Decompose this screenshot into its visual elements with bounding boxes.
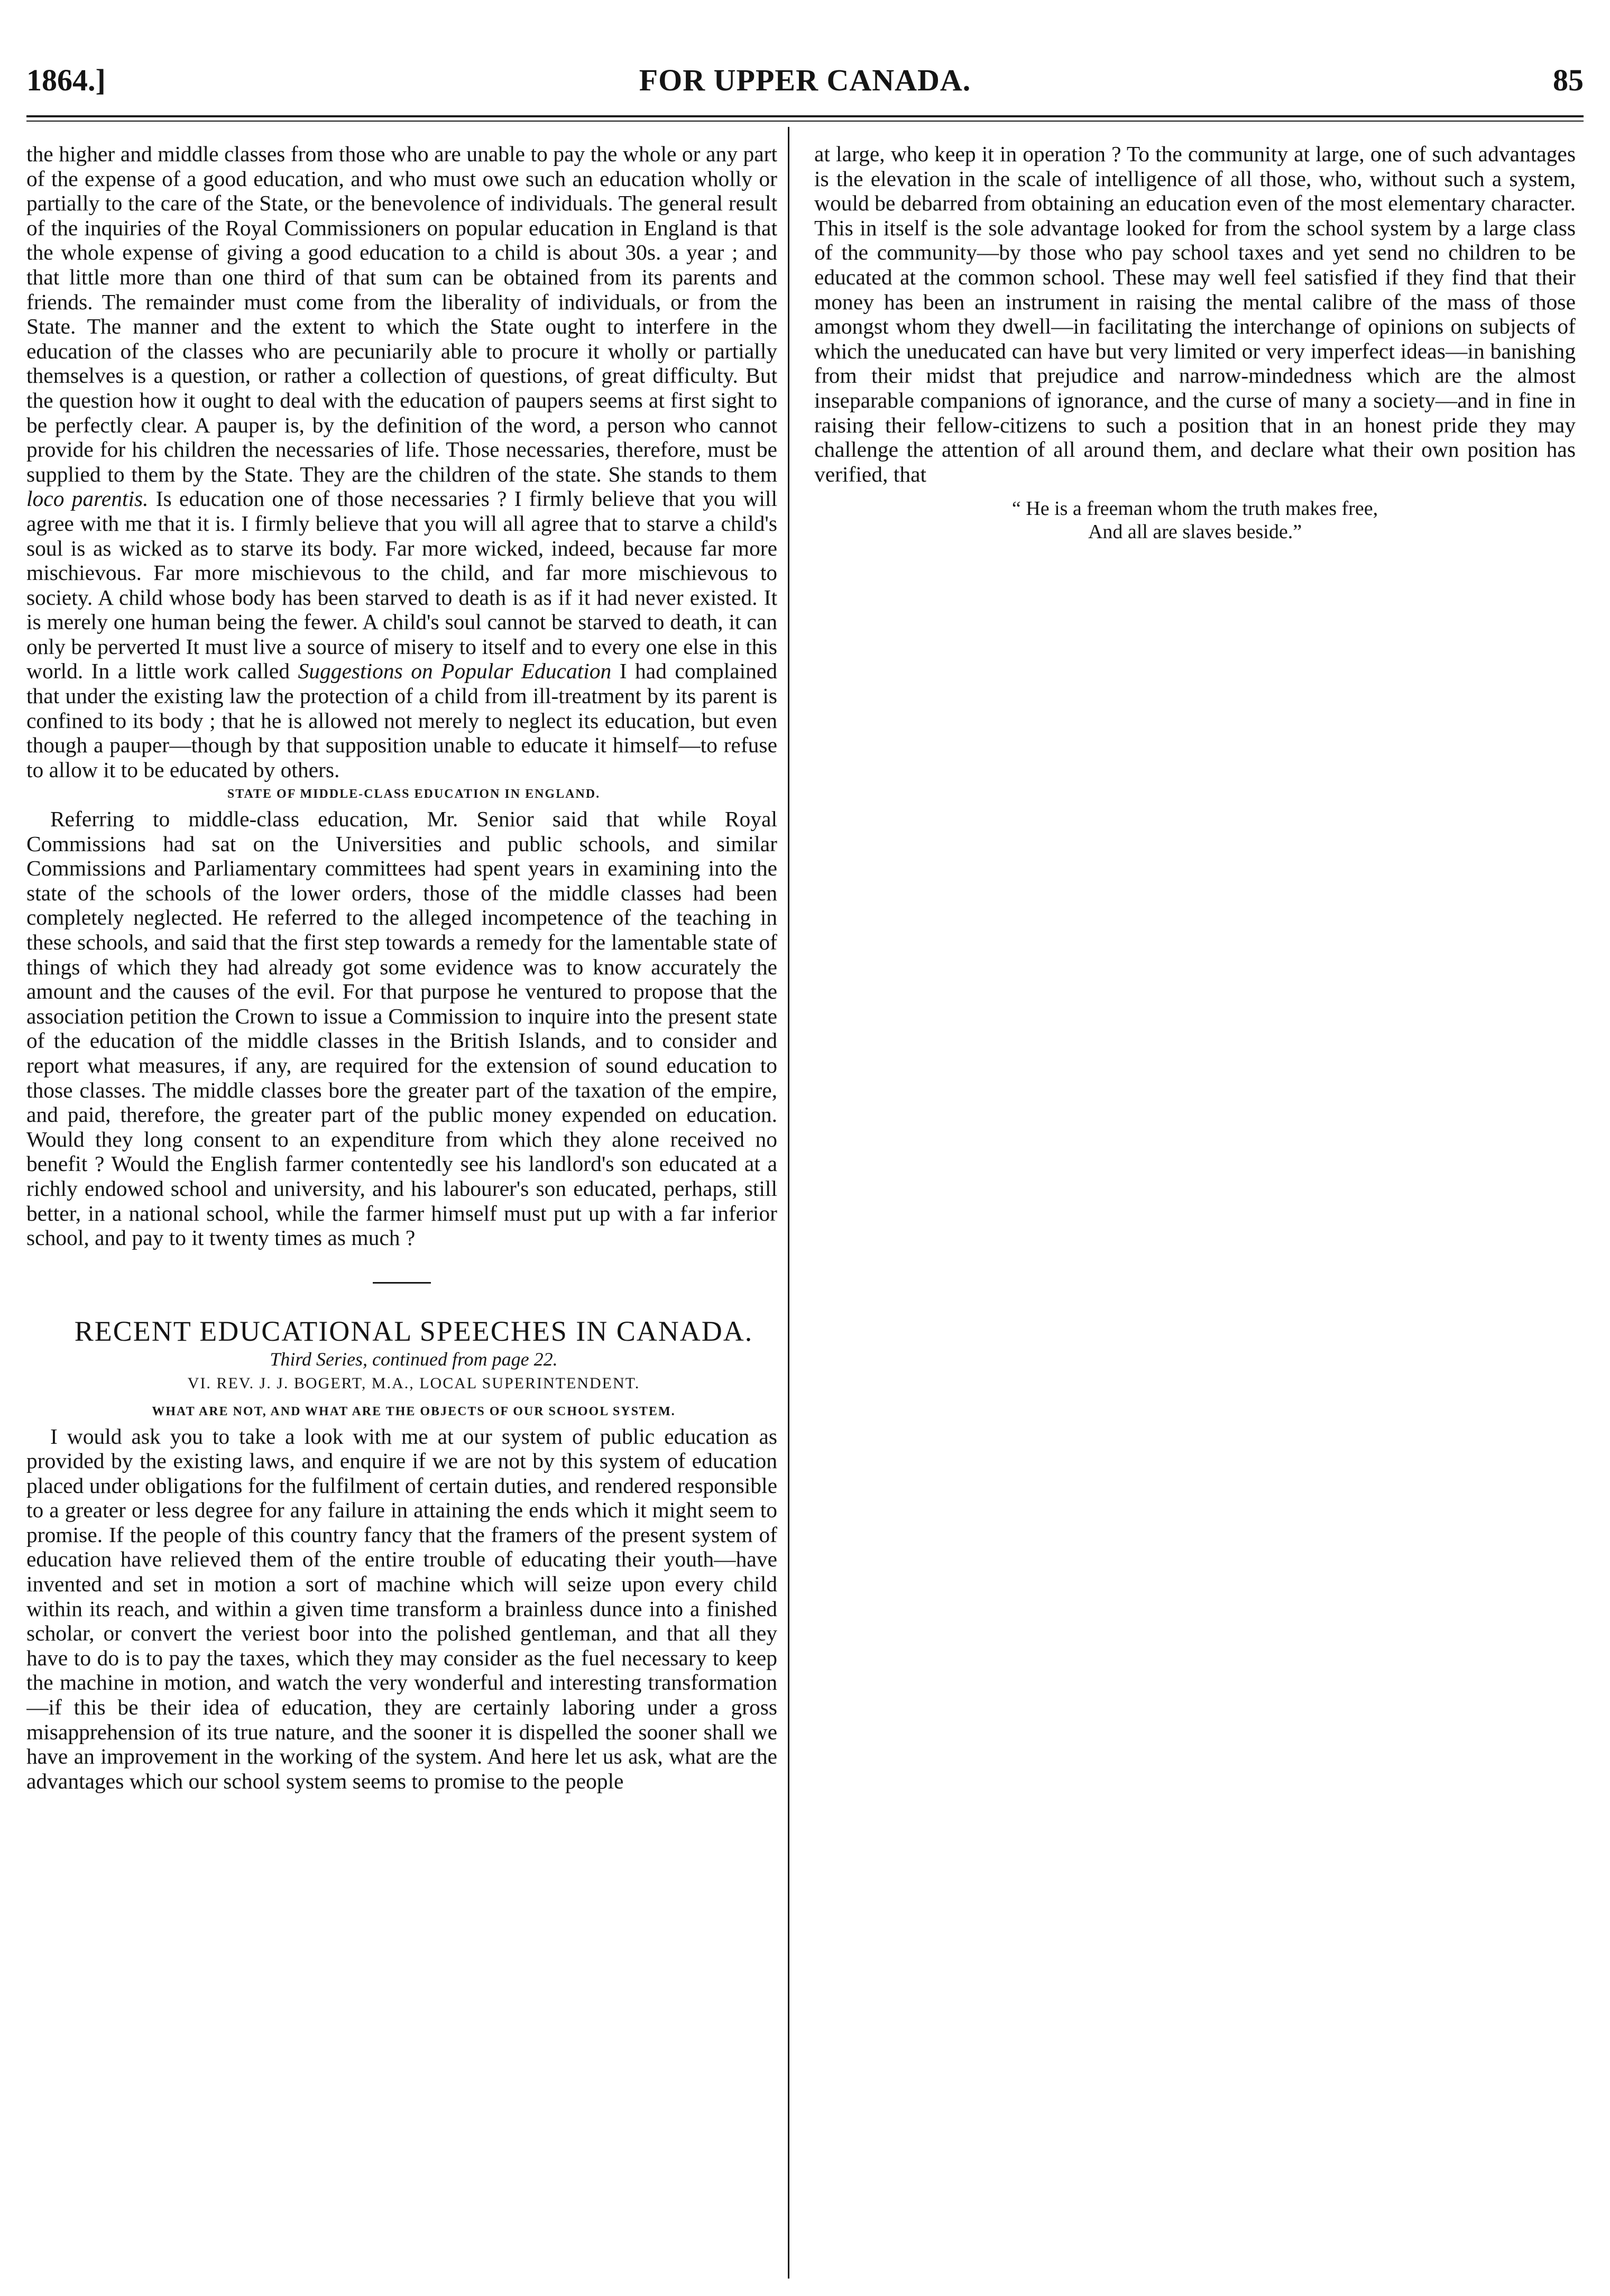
verse-quote [814, 497, 1576, 543]
speaker-heading: VI. REV. J. J. BOGERT, M.A., LOCAL SUPERINTENDENT. [187, 1375, 640, 1393]
paragraph-text: Is education one of those necessaries ? I firmly believe that you will agree with me that it is. I firmly believe that you will all agree that to starve a child's soul is as wicked as to starve its body. Far more wicked, indeed, because far more mischievous. Far more mischievous to the child, and far more mischievous to society. A child whose body has been starved to death is as if it had never existed. It is merely one human being the fewer. A child's soul cannot be starved to death, it can only be perverted It must live a source of misery to itself and to every one else in this world. In a little work called [26, 486, 777, 684]
page-number: 85 [1553, 63, 1584, 97]
left-column [26, 142, 777, 2283]
header-rule-thin [26, 121, 1584, 122]
header-rule [26, 115, 1584, 117]
header-title: FOR UPPER CANADA. [639, 63, 971, 97]
body-paragraph: Referring to middle-class education, Mr. Senior said that while Royal Commissions had sat on the Universities and public schools, and similar Commissions and Parliamentary committees had spent years in examining into the state of the schools of the lower orders, those of the middle classes had been completely neglected. He referred to the alleged incompetence of the teaching in these schools, and said that the first step towards a remedy for the lamentable state of things of which they had already got some evidence was to know accurately the amount and the causes of the evil. For that purpose he ventured to propose that the association petition the Crown to issue a Commission to inquire into the present state of the education of the middle classes in the British Islands, and to consider and report what measures, if any, are required for the extension of sound education to those classes. The middle classes bore the greater part of the taxation of the empire, and paid, therefore, the greater part of the public money expended on education. Would they long consent to an expenditure from which they alone received no benefit ? Would the English farmer contentedly see his landlord's son educated at a richly endowed school and university, and his labourer's son educated, perhaps, still better, in a national school, while the farmer himself must put up with a far inferior school, and pay to it twenty times as much ? [26, 807, 777, 1250]
section-title: RECENT EDUCATIONAL SPEECHES IN CANADA. [74, 1315, 753, 1347]
body-paragraph: at large, who keep it in operation ? To the community at large, one of such advantages is the elevation in the scale of intelligence of all those, who, without such a system, would be debarred from obtaining an education even of the most elementary character. This in itself is the sole advantage looked for from the school system by a large class of the community—by those who pay school taxes and yet send no children to be educated at the common school. These may well feel satisfied if they find that their money has been an instrument in raising the mental calibre of the mass of those amongst whom they dwell—in facilitating the interchange of opinions on subjects of which the uneducated can have but very limited or very imperfect ideas—in banishing from their midst that prejudice and narrow-mindedness which are the almost inseparable companions of ignorance, and the curse of many a society—and in fine in raising their fellow-citizens to such a position that in an honest pride they may challenge the attention of all around them, and declare what their own position has verified, that [814, 142, 1576, 486]
subheading-middle-class: STATE OF MIDDLE-CLASS EDUCATION IN ENGLAND. [227, 787, 601, 801]
book-title: Suggestions on Popular Education [298, 659, 612, 684]
latin-phrase: loco parentis. [26, 486, 149, 511]
header-year: 1864.] [26, 63, 106, 97]
body-paragraph: I would ask you to take a look with me at our system of public education as provided by the existing laws, and enquire if we are not by this system of education placed under obligations for the fulfilment of certain duties, and rendered responsible to a greater or less degree for any failure in attaining the ends which it might seem to promise. If the people of this country fancy that the framers of the present system of education have relieved them of the entire trouble of educating their youth—have invented and set in motion a sort of machine which will seize upon every child within its reach, and within a given time transform a brainless dunce into a finished scholar, or convert the veriest boor into the polished gentleman, and that all they have to do is to pay the taxes, which they may consider as the fuel necessary to keep the machine in motion, and watch the very wonderful and interesting transformation—if this be their idea of education, they are certainly laboring under a gross misapprehension of its true nature, and the sooner it is dispelled the sooner shall we have an improvement in the working of the system. And here let us ask, what are the advantages which our school system seems to promise to the people [26, 1424, 777, 1793]
quote-line: And all are slaves beside.” [1088, 521, 1302, 543]
right-column [814, 142, 1576, 2283]
section-subtitle: Third Series, continued from page 22. [270, 1348, 558, 1370]
section-divider [373, 1282, 431, 1284]
running-head [26, 62, 1584, 105]
body-paragraph [26, 142, 777, 782]
paragraph-text: the higher and middle classes from those who are unable to pay the whole or any part of the expense of a good education, and who must owe such an education wholly or partially to the care of the State, or the benevolence of individuals. The general result of the inquiries of the Royal Commissioners on popular education in England is that the whole expense of giving a good education to a child is about 30s. a year ; and that little more than one third of that sum can be obtained from its parents and friends. The remainder must come from the liberality of individuals, or from the State. The manner and the extent to which the State ought to interfere in the education of the classes who are pecuniarily able to procure it wholly or partially themselves is a question, or rather a collection of questions, of great difficulty. But the question how it ought to deal with the education of paupers seems at first sight to be perfectly clear. A pauper is, by the definition of the word, a person who cannot provide for his children the necessaries of life. Those necessaries, therefore, must be supplied to them by the State. They are the children of the state. She stands to them [26, 142, 777, 486]
column-divider [788, 127, 789, 2279]
subheading-objects: WHAT ARE NOT, AND WHAT ARE THE OBJECTS OF OUR SCHOOL SYSTEM. [152, 1404, 676, 1418]
paragraph-text: I had complained that under the existing law the protection of a child from ill-treatment by its parent is confined to its body ; that he is allowed not merely to neglect its education, but even though a pauper—though by that supposition unable to educate it himself—to refuse to allow it to be educated by others. [26, 659, 777, 782]
quote-line: “ He is a freeman whom the truth makes free, [1011, 497, 1378, 520]
